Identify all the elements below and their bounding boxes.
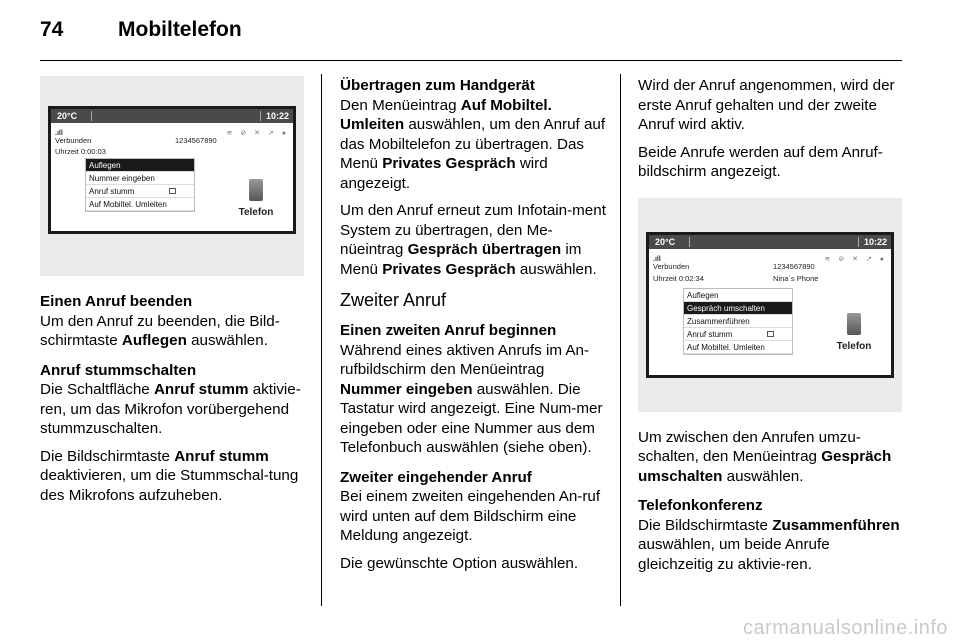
- term: Auflegen: [121, 332, 187, 349]
- heading-second-call: Einen zweiten Anruf beginnen: [340, 322, 557, 339]
- paragraph: [340, 341, 608, 458]
- text: Um den Anruf zu beenden, die Bild-schirmtaste: [40, 312, 280, 349]
- page-number: 74: [40, 18, 64, 41]
- menu-item-switch-call: Gespräch umschalten: [684, 302, 792, 315]
- screen-topbar: [649, 235, 891, 249]
- text: auswählen.: [186, 332, 268, 349]
- text: auswählen, um den Anruf auf das Mobiltelefon zu übertragen. Das Menü: [340, 116, 606, 172]
- term: Gespräch umschalten: [638, 448, 892, 485]
- call-menu: [683, 288, 793, 355]
- column-1: [40, 76, 308, 513]
- term: Privates Gespräch: [382, 155, 516, 172]
- text: deaktivieren, um die Stummschal-tung des Mikrofons aufzuheben.: [40, 467, 299, 504]
- menu-item-hangup: Auflegen: [684, 289, 792, 302]
- paragraph: [340, 96, 608, 194]
- phone-icon: [847, 313, 861, 335]
- divider: [260, 111, 261, 121]
- text: auswählen, um beide Anrufe gleichzeitig zu aktivie-ren.: [638, 536, 830, 573]
- phone-app-label: Telefon: [836, 340, 872, 352]
- term: Nummer eingeben: [340, 380, 473, 398]
- signal-icon: .ıll: [55, 130, 63, 137]
- heading-mute: Anruf stummschalten: [40, 361, 197, 379]
- page-header: [40, 18, 900, 58]
- phone-number: 1234567890: [175, 136, 217, 145]
- text: aktivie-ren, um das Mikrofon vorübergehend stummzuschalten.: [40, 381, 301, 437]
- figure-two-calls-screen: [638, 198, 902, 412]
- status-icons: ≋ ⊘ ✕ ↗ ●: [824, 255, 887, 263]
- text: Den Menüeintrag: [340, 96, 461, 114]
- signal-icon: .ıll: [653, 255, 661, 263]
- status-icons: ≋ ⊘ ✕ ↗ ●: [226, 130, 289, 137]
- menu-item-label: Anruf stumm: [687, 329, 733, 339]
- column-divider: [321, 74, 322, 606]
- term: Privates Gespräch: [382, 260, 516, 278]
- term: Auf Mobiltel. Umleiten: [340, 96, 552, 133]
- second-caller: Nina´s Phone: [773, 273, 819, 283]
- paragraph: [638, 516, 906, 575]
- term: Anruf stumm: [153, 381, 249, 398]
- connection-status: Verbunden: [55, 136, 92, 145]
- heading-end-call: Einen Anruf beenden: [40, 293, 193, 310]
- text: auswählen.: [722, 467, 804, 485]
- status-row: [51, 123, 293, 135]
- text: Während eines aktiven Anrufs im An-rufbildschirm den Menüeintrag: [340, 341, 590, 378]
- phone-icon: [249, 179, 263, 201]
- text: Um den Anruf erneut zum Infotain-ment System zu übertragen, den Me-nüeintrag: [340, 202, 606, 258]
- paragraph: Bei einem zweiten eingehenden An-ruf wird unten auf dem Bildschirm eine Meldung angezeigt.: [340, 488, 601, 544]
- term: Gespräch übertragen: [407, 241, 562, 258]
- column-divider: [620, 74, 621, 606]
- text: Um zwischen den Anrufen umzu-schalten, den Menüeintrag: [638, 428, 861, 465]
- paragraph: Wird der Anruf angenommen, wird der erste Anruf gehalten und der zweite Anruf wird aktiv.: [638, 77, 895, 133]
- menu-item-transfer: Auf Mobiltel. Umleiten: [86, 198, 194, 211]
- text: wird angezeigt.: [340, 155, 548, 192]
- phone-app-label: Telefon: [238, 207, 274, 218]
- call-menu: [85, 158, 195, 212]
- phone-app: [829, 313, 879, 357]
- call-info: [649, 261, 891, 285]
- temperature: 20°C: [655, 236, 676, 247]
- section-heading: Zweiter Anruf: [340, 290, 447, 310]
- checkbox-icon: [767, 331, 774, 337]
- menu-item-mute: [86, 185, 194, 198]
- menu-item-enter-number: Nummer eingeben: [86, 172, 194, 185]
- paragraph: Beide Anrufe werden auf dem Anruf-bildschirm angezeigt.: [638, 143, 883, 180]
- heading-conference: Telefonkonferenz: [638, 497, 763, 514]
- divider: [858, 237, 859, 247]
- watermark: carmanualsonline.info: [742, 617, 948, 639]
- connection-status: Verbunden: [653, 261, 690, 271]
- paragraph: [40, 380, 308, 439]
- paragraph: [638, 428, 906, 487]
- menu-item-label: Anruf stumm: [89, 187, 135, 196]
- paragraph: [340, 201, 608, 279]
- menu-item-mute: [684, 328, 792, 341]
- call-info: [51, 135, 293, 157]
- page-title: Mobiltelefon: [118, 18, 242, 41]
- checkbox-icon: [169, 188, 176, 194]
- infotainment-screen: [48, 106, 296, 234]
- heading-transfer: Übertragen zum Handgerät: [340, 77, 535, 94]
- figure-call-screen: [40, 76, 304, 276]
- clock: 10:22: [863, 236, 887, 247]
- clock: 10:22: [265, 111, 289, 121]
- text: Die Bildschirmtaste: [638, 516, 773, 534]
- paragraph: [40, 447, 308, 506]
- column-2: [340, 76, 608, 581]
- infotainment-screen: [646, 232, 894, 378]
- term: Anruf stumm: [174, 447, 269, 465]
- text: auswählen.: [515, 260, 597, 278]
- phone-app: [231, 179, 281, 223]
- menu-item-hangup: Auflegen: [86, 159, 194, 172]
- temperature: 20°C: [57, 111, 78, 121]
- call-timer: Uhrzeit 0:02:34: [653, 273, 704, 283]
- menu-item-transfer: Auf Mobiltel. Umleiten: [684, 341, 792, 354]
- text: im Menü: [340, 241, 582, 278]
- call-timer: Uhrzeit 0:00:03: [55, 147, 106, 156]
- paragraph: [40, 312, 308, 351]
- text: auswählen. Die Tastatur wird angezeigt. Eine Num-mer eingeben oder eine Nummer aus dem Telefonbuch auswählen (siehe oben).: [340, 380, 603, 456]
- term: Zusammenführen: [772, 516, 900, 534]
- screen-topbar: [51, 109, 293, 123]
- status-row: [649, 249, 891, 261]
- heading-incoming-call: Zweiter eingehender Anruf: [340, 468, 532, 486]
- menu-item-merge: Zusammenführen: [684, 315, 792, 328]
- text: Die Bildschirmtaste: [40, 447, 175, 465]
- column-3: [638, 76, 906, 582]
- text: Die Schaltfläche: [40, 381, 154, 398]
- header-rule: [40, 60, 902, 61]
- paragraph: Die gewünschte Option auswählen.: [340, 554, 579, 572]
- phone-number: 1234567890: [773, 261, 815, 271]
- divider: [91, 111, 92, 121]
- divider: [689, 237, 690, 247]
